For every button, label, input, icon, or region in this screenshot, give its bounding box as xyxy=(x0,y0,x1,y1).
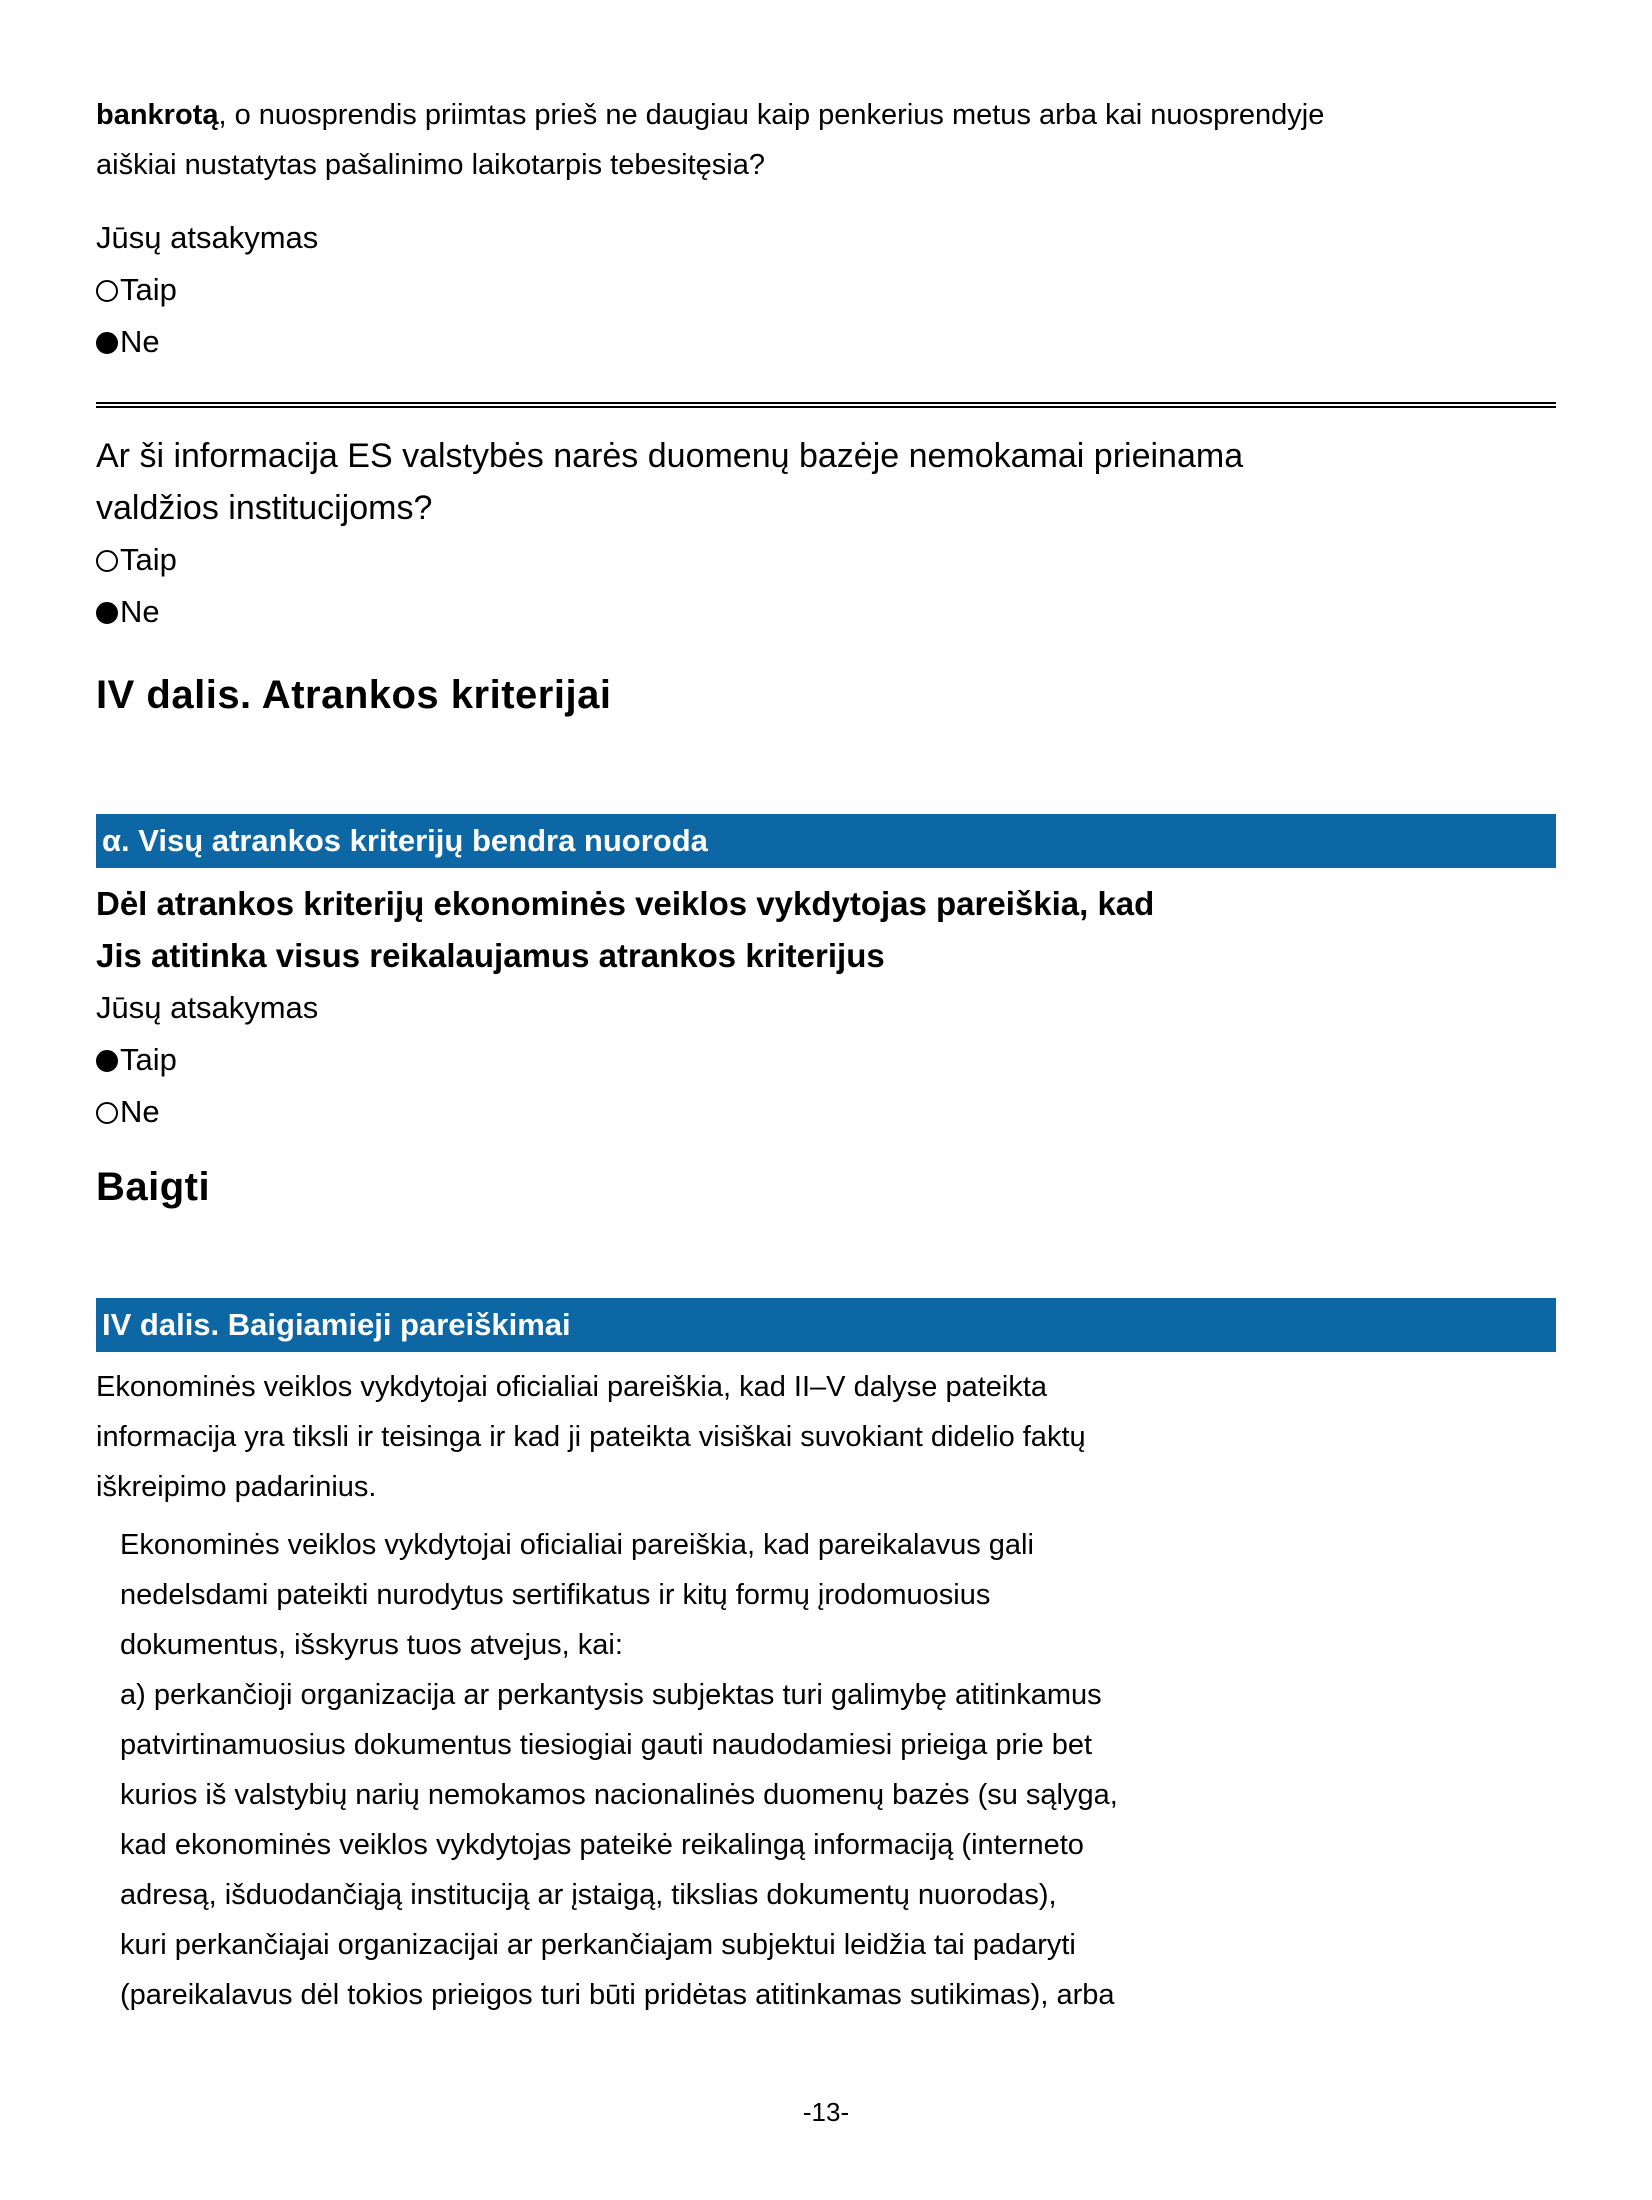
finish-title: Baigti xyxy=(96,1165,211,1209)
indented-line: Ekonominės veiklos vykdytojai oficialiai pareiškia, kad pareikalavus gali xyxy=(120,1529,1034,1561)
radio-icon[interactable] xyxy=(96,1050,118,1072)
intro-line-1-rest: , o nuosprendis priimtas prieš ne daugiau kaip penkerius metus arba kai nuosprendyje xyxy=(218,99,1325,131)
final-paragraph-line: iškreipimo padarinius. xyxy=(96,1471,377,1503)
alpha-option-taip[interactable] xyxy=(96,1034,1556,1086)
option-label-taip: Taip xyxy=(120,542,177,577)
indented-line: (pareikalavus dėl tokios prieigos turi būti pridėtas atitinkamas sutikimas), arba xyxy=(120,1979,1115,2011)
intro-bold-term: bankrotą xyxy=(96,99,219,131)
radio-icon[interactable] xyxy=(96,550,118,572)
indented-line: dokumentus, išskyrus tuos atvejus, kai: xyxy=(120,1629,623,1661)
answer1-option-ne[interactable] xyxy=(96,316,1556,368)
radio-icon[interactable] xyxy=(96,280,118,302)
option-label-ne: Ne xyxy=(120,324,160,359)
indented-line: kad ekonominės veiklos vykdytojas pateikė reikalingą informaciją (interneto xyxy=(120,1829,1084,1861)
page-number: -13- xyxy=(802,2097,850,2127)
option-label-ne: Ne xyxy=(120,594,160,629)
intro-paragraph-line-2: aiškiai nustatytas pašalinimo laikotarpis tebesitęsia? xyxy=(96,149,765,181)
option-label-taip: Taip xyxy=(120,272,177,307)
indented-line: patvirtinamuosius dokumentus tiesiogiai gauti naudodamiesi prieiga prie bet xyxy=(120,1729,1093,1761)
question2-option-ne[interactable] xyxy=(96,586,1556,638)
answer1-option-taip[interactable] xyxy=(96,264,1556,316)
question2-line-2: valdžios institucijoms? xyxy=(96,489,433,527)
final-indented-paragraph xyxy=(120,1520,1556,2020)
indented-line: a) perkančioji organizacija ar perkantysis subjektas turi galimybę atitinkamus xyxy=(120,1679,1102,1711)
intro-paragraph-line-1 xyxy=(96,90,1556,140)
alpha-section-header-bar: α. Visų atrankos kriterijų bendra nuoroda xyxy=(96,814,1556,868)
radio-icon[interactable] xyxy=(96,1102,118,1124)
indented-line: adresą, išduodančiąją instituciją ar įstaigą, tikslias dokumentų nuorodas), xyxy=(120,1879,1057,1911)
part-iv-selection-title: IV dalis. Atrankos kriterijai xyxy=(96,673,612,717)
indented-line: kuri perkančiajai organizacijai ar perkančiajam subjektui leidžia tai padaryti xyxy=(120,1929,1076,1961)
section-divider xyxy=(96,402,1556,408)
question2-option-taip[interactable] xyxy=(96,534,1556,586)
alpha-answer-label: Jūsų atsakymas xyxy=(96,990,319,1025)
indented-line: nedelsdami pateikti nurodytus sertifikatus ir kitų formų įrodomuosius xyxy=(120,1579,991,1611)
alpha-declaration-line-2: Jis atitinka visus reikalaujamus atrankos kriterijus xyxy=(96,937,885,974)
alpha-declaration-line-1: Dėl atrankos kriterijų ekonominės veiklos vykdytojas pareiškia, kad xyxy=(96,885,1155,922)
radio-icon[interactable] xyxy=(96,602,118,624)
option-label-ne: Ne xyxy=(120,1094,160,1129)
alpha-option-ne[interactable] xyxy=(96,1086,1556,1138)
final-section-header-bar: IV dalis. Baigiamieji pareiškimai xyxy=(96,1298,1556,1352)
radio-icon[interactable] xyxy=(96,332,118,354)
final-paragraph-line: Ekonominės veiklos vykdytojai oficialiai pareiškia, kad II–V dalyse pateikta xyxy=(96,1371,1048,1403)
indented-line: kurios iš valstybių narių nemokamos nacionalinės duomenų bazės (su sąlyga, xyxy=(120,1779,1118,1811)
answer1-label: Jūsų atsakymas xyxy=(96,220,319,255)
option-label-taip: Taip xyxy=(120,1042,177,1077)
question2-line-1: Ar ši informacija ES valstybės narės duomenų bazėje nemokamai prieinama xyxy=(96,437,1244,475)
final-paragraph-line: informacija yra tiksli ir teisinga ir kad ji pateikta visiškai suvokiant didelio faktų xyxy=(96,1421,1086,1453)
